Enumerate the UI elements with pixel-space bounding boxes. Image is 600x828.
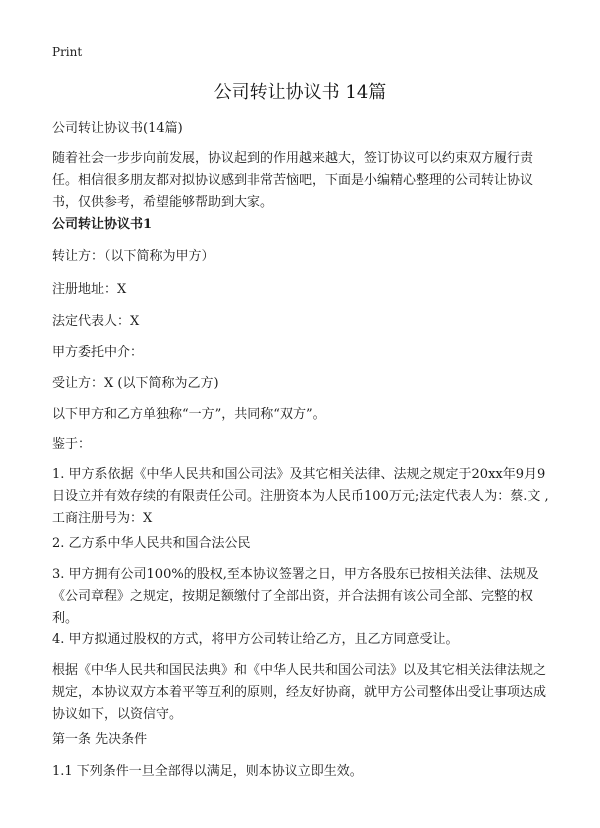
- clause-4: 4. 甲方拟通过股权的方式，将甲方公司转让给乙方，且乙方同意受让。: [52, 632, 459, 647]
- document-title: 公司转让协议书 14篇: [213, 82, 387, 103]
- transferee-line: 受让方：X (以下简称为乙方): [52, 376, 219, 391]
- section-heading: 公司转让协议书1: [52, 217, 153, 232]
- article-1-heading: 第一条 先决条件: [52, 732, 148, 747]
- intro-paragraph: 随着社会一步步向前发展，协议起到的作用越来越大，签订协议可以约束双方履行责任。相信很多朋友都对拟协议感到非常苦恼吧，下面是小编精心整理的公司转让协议书，仅供参考，希望能够帮助到大家。: [52, 151, 534, 210]
- legal-rep-line: 法定代表人：X: [52, 314, 140, 329]
- whereas-line: 鉴于：: [52, 437, 92, 452]
- transferor-line: 转让方：（以下简称为甲方）: [52, 249, 215, 264]
- clause-2: 2. 乙方系中华人民共和国合法公民: [52, 536, 251, 551]
- clause-3: 3. 甲方拥有公司100%的股权,至本协议签署之日，甲方各股东已按相关法律、法规及《公司章程》之规定，按期足额缴付了全部出资，并合法拥有该公司全部、完整的权利。: [52, 567, 539, 626]
- document-subtitle: 公司转让协议书(14篇): [52, 121, 183, 136]
- article-1-1: 1.1 下列条件一旦全部得以满足，则本协议立即生效。: [52, 764, 363, 779]
- registered-address-line: 注册地址：X: [52, 282, 127, 297]
- parties-line: 以下甲方和乙方单独称“一方”，共同称“双方”。: [52, 407, 326, 422]
- print-link[interactable]: Print: [52, 45, 83, 59]
- agent-line: 甲方委托中介：: [52, 345, 144, 360]
- clause-1: 1. 甲方系依据《中华人民共和国公司法》及其它相关法律、法规之规定于20xx年9月9日设立并有效存续的有限责任公司。注册资本为人民币100万元;法定代表人为：蔡.文 ,工商注册号为：X: [52, 467, 549, 526]
- basis-paragraph: 根据《中华人民共和国民法典》和《中华人民共和国公司法》以及其它相关法律法规之规定，本协议双方本着平等互利的原则，经友好协商，就甲方公司整体出受让事项达成协议如下，以资信守。: [52, 663, 547, 722]
